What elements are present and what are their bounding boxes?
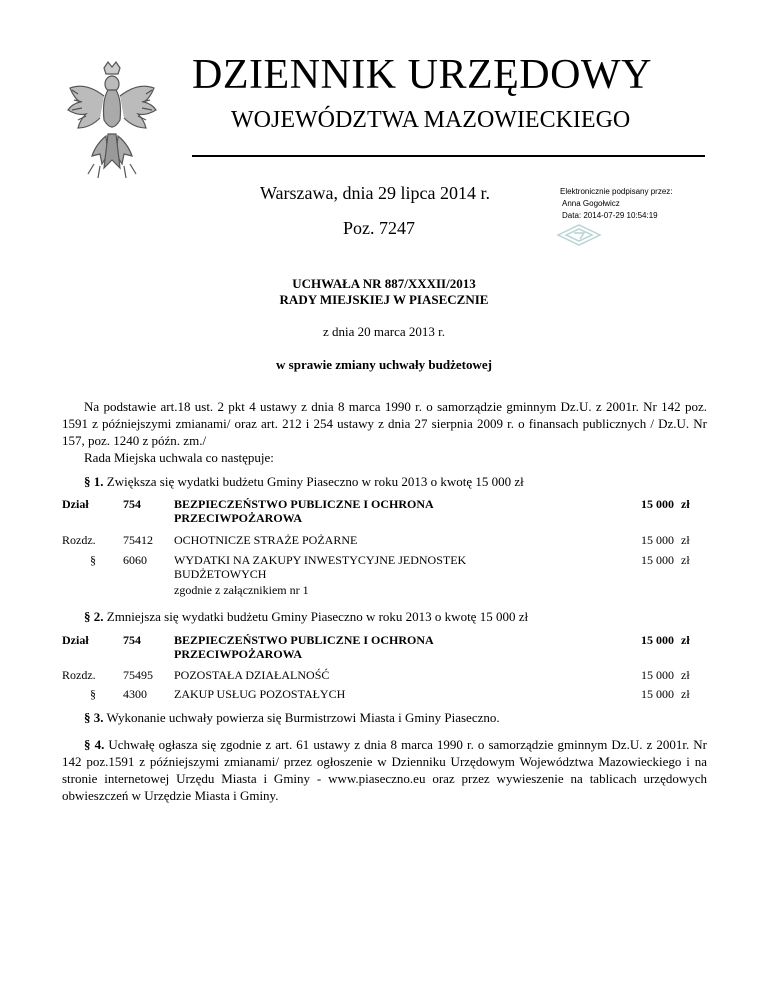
signature-line: Elektronicznie podpisany przez:	[560, 187, 673, 196]
annex-note: zgodnie z załącznikiem nr 1	[174, 583, 309, 597]
row-amount: 15 000	[641, 497, 674, 511]
row-name: BEZPIECZEŃSTWO PUBLICZNE I OCHRONA PRZECIWPOŻAROWA	[174, 633, 434, 661]
row-kind: Dział	[62, 497, 89, 511]
row-code: 75412	[123, 533, 153, 547]
row-kind: Dział	[62, 633, 89, 647]
row-unit: zł	[681, 553, 690, 567]
row-kind: §	[90, 687, 96, 701]
section-4-text: Uchwałę ogłasza się zgodnie z art. 61 ustawy z dnia 8 marca 1990 r. o samorządzie gminnym Dz.U. z 2001r. Nr 142 poz.1591 z późniejszymi zmianami/ przez ogłoszenie w Dzienniku Urzędowym Województwa Mazowieckiego i na stronie internetowej Urzędu Miasta i Gminy - www.piaseczno.eu oraz przez wywieszenie na tablicach urzędowych obwieszczeń w Urzędzie Miasta i Gminy.	[62, 737, 708, 803]
row-unit: zł	[681, 533, 690, 547]
row-amount: 15 000	[641, 533, 674, 547]
row-unit: zł	[681, 497, 690, 511]
row-unit: zł	[681, 668, 690, 682]
row-code: 4300	[123, 687, 147, 701]
row-code: 754	[123, 497, 141, 511]
table-row	[62, 553, 707, 587]
signature-date: Data: 2014-07-29 10:54:19	[562, 211, 658, 220]
section-3-text: Wykonanie uchwały powierza się Burmistrzowi Miasta i Gminy Piaseczno.	[103, 710, 500, 725]
section-1-mark: § 1.	[84, 474, 104, 489]
row-kind: §	[90, 553, 96, 567]
section-2-text: Zmniejsza się wydatki budżetu Gminy Piaseczno w roku 2013 o kwotę 15 000 zł	[103, 609, 529, 624]
section-3-mark: § 3.	[84, 710, 104, 725]
section-2-mark: § 2.	[84, 609, 104, 624]
eagle-emblem-icon	[64, 60, 160, 184]
row-code: 754	[123, 633, 141, 647]
journal-title: DZIENNIK URZĘDOWY	[192, 52, 652, 98]
publication-date: Warszawa, dnia 29 lipca 2014 r.	[260, 183, 490, 203]
row-amount: 15 000	[641, 633, 674, 647]
header-divider	[192, 155, 705, 157]
resolves-clause: Rada Miejska uchwala co następuje:	[84, 450, 274, 465]
row-kind: Rozdz.	[62, 533, 96, 547]
row-name: POZOSTAŁA DZIAŁALNOŚĆ	[174, 668, 330, 682]
resolution-subject: w sprawie zmiany uchwały budżetowej	[276, 357, 492, 372]
row-amount: 15 000	[641, 668, 674, 682]
preamble: Na podstawie art.18 ust. 2 pkt 4 ustawy z dnia 8 marca 1990 r. o samorządzie gminnym Dz.U. z 2001r. Nr 142 poz. 1591 z późniejszymi zmianami/ oraz art. 212 i 254 ustawy z dnia 27 sierpnia 2009 r. o finansach publicznych / Dz.U. Nr 157, poz. 1240 z późn. zm./	[62, 399, 707, 448]
row-name: BEZPIECZEŃSTWO PUBLICZNE I OCHRONA PRZECIWPOŻAROWA	[174, 497, 434, 525]
section-1-text: Zwiększa się wydatki budżetu Gminy Piaseczno w roku 2013 o kwotę 15 000 zł	[103, 474, 524, 489]
resolution-council: RADY MIEJSKIEJ W PIASECZNIE	[279, 292, 489, 307]
row-code: 75495	[123, 668, 153, 682]
section-4	[62, 736, 707, 804]
section-1-heading	[84, 474, 524, 490]
row-amount: 15 000	[641, 553, 674, 567]
resolution-number: UCHWAŁA NR 887/XXXII/2013	[292, 276, 476, 291]
position-number: Poz. 7247	[343, 218, 415, 238]
table-row	[62, 633, 707, 667]
section-3	[84, 710, 500, 726]
row-name: WYDATKI NA ZAKUPY INWESTYCYJNE JEDNOSTEK BUDŻETOWYCH	[174, 553, 467, 581]
signature-stamp-icon	[556, 224, 602, 246]
table-row	[62, 497, 707, 531]
section-4-mark: § 4.	[84, 737, 105, 752]
resolution-date: z dnia 20 marca 2013 r.	[322, 324, 445, 339]
electronic-signature	[560, 186, 673, 222]
row-unit: zł	[681, 633, 690, 647]
row-kind: Rozdz.	[62, 668, 96, 682]
row-unit: zł	[681, 687, 690, 701]
signature-signer: Anna Gogołwicz	[562, 199, 620, 208]
journal-subtitle: WOJEWÓDZTWA MAZOWIECKIEGO	[231, 107, 631, 133]
row-amount: 15 000	[641, 687, 674, 701]
row-name: ZAKUP USŁUG POZOSTAŁYCH	[174, 687, 346, 701]
row-name: OCHOTNICZE STRAŻE POŻARNE	[174, 533, 358, 547]
section-2-heading	[84, 609, 528, 625]
row-code: 6060	[123, 553, 147, 567]
